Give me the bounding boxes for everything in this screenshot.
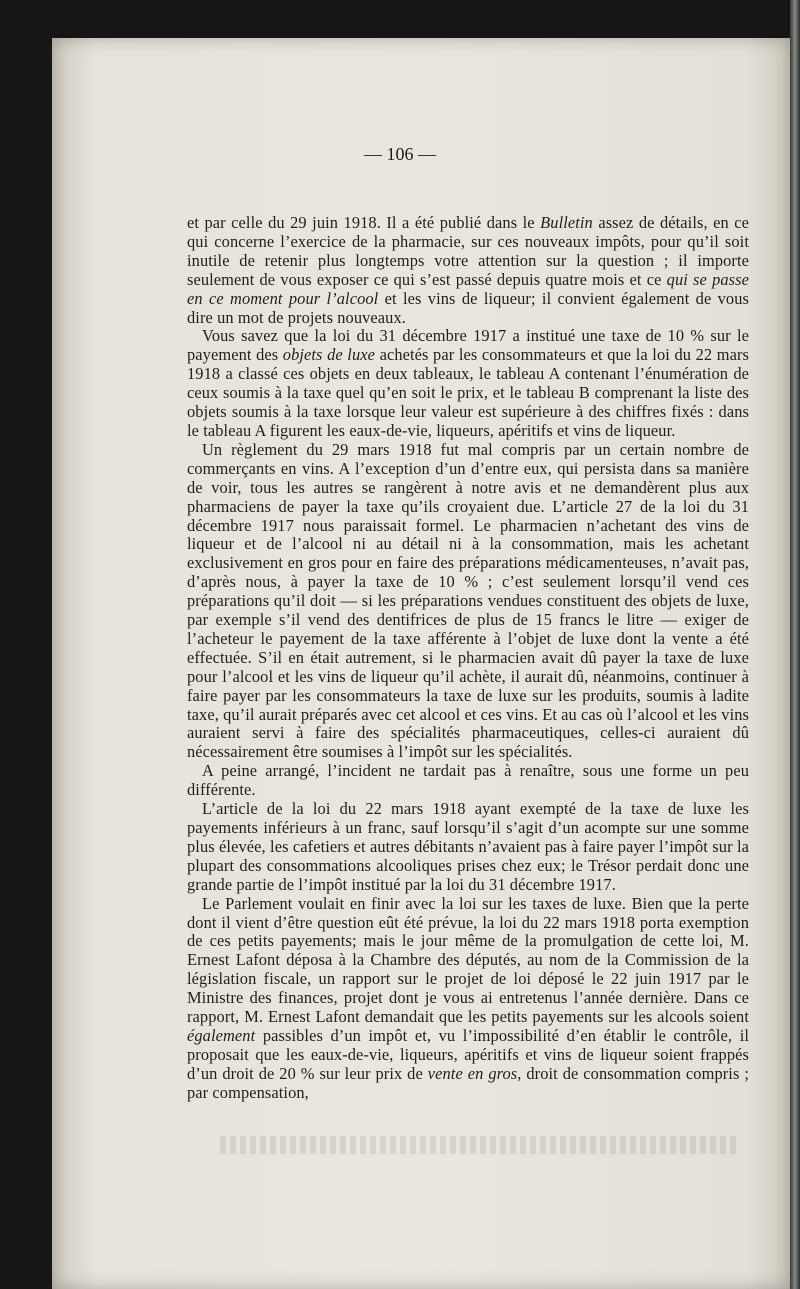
italic-text: également <box>187 1025 256 1045</box>
paragraph <box>187 441 749 762</box>
book-spine <box>790 0 800 1289</box>
text-run: A peine arrangé, l’incident ne tardait pas à renaître, sous une forme un peu différente. <box>187 761 749 800</box>
body-text <box>187 214 749 1103</box>
paragraph <box>187 800 749 895</box>
text-run: Un règlement du 29 mars 1918 fut mal compris par un certain nombre de commerçants en vins. A l’exception d’un d’entre eux, qui persista dans sa manière de voir, tous les autres se rangèrent à notre avis et ne demandèrent plus aux pharmaciens de payer la taxe qu’ils croyaient due. L’article 27 de la loi du 31 décembre 1917 nous paraissait formel. Le pharmacien n’achetant des vins de liqueur et de l’alcool ni au détail ni à la consommation, mais les achetant exclusivement en gros pour en faire des préparations médicamenteuses, n’avait pas, d’après nous, à payer la taxe de 10 % ; c’est seulement lorsqu’il vend ces préparations qu’il doit — si les préparations vendues constituent des objets de luxe, par exemple s’il vend des dentifrices de plus de 15 francs le litre — exiger de l’acheteur le payement de la taxe afférente à l’objet de luxe dont la vente a été effectuée. S’il en était autrement, si le pharmacien avait dû payer la taxe de luxe pour l’alcool et les vins de liqueur qu’il achète, il aurait dû, néanmoins, continuer à faire payer par les consommateurs la taxe de luxe sur les produits, soumis à ladite taxe, qu’il aurait préparés avec cet alcool et ces vins. Et au cas où l’alcool et les vins auraient servi à faire des spécialités pharmaceutiques, celles-ci auraient dû nécessairement être soumises à l’impôt sur les spécialités. <box>187 439 749 762</box>
text-run: , droit de consommation compris ; par compensation, <box>187 1063 749 1102</box>
paragraph <box>187 214 749 327</box>
text-run: et par celle du 29 juin 1918. Il a été publié dans le <box>187 213 541 232</box>
paragraph <box>187 327 749 440</box>
text-run: achetés par les consommateurs et que la loi du 22 mars 1918 a classé ces objets en deux tableaux, le tableau A contenant l’énumération de ceux soumis à la taxe quel qu’en soit le prix, et le tableau B comprenant la liste des objets soumis à la taxe lorsque leur valeur est supérieure à des chiffres fixés : dans le tableau A figurent les eaux-de-vie, liqueurs, apéritifs et vins de liqueur. <box>187 345 749 440</box>
text-run: assez de détails, en ce qui concerne l’exercice de la pharmacie, sur ces nouveaux impôts, pour qu’il soit inutile de retenir plus longtemps votre attention sur la question ; il importe seulement de vous exposer ce qui s’est passé depuis quatre mois et ce <box>187 213 750 289</box>
italic-text: vente en gros <box>427 1063 518 1083</box>
text-run: passibles d’un impôt et, vu l’impossibilité d’en établir le contrôle, il proposait que les eaux-de-vie, liqueurs, apéritifs et vins de liqueur soient frappés d’un droit de 20 % sur leur prix de <box>187 1025 749 1083</box>
text-run: et les vins de liqueur; il convient également de vous dire un mot de projets nouveaux. <box>187 288 750 327</box>
paragraph <box>187 762 749 800</box>
paragraph <box>187 895 749 1103</box>
text-run: Vous savez que la loi du 31 décembre 1917 a institué une taxe de 10 % sur le payement des <box>187 326 749 365</box>
italic-text: Bulletin <box>540 213 593 232</box>
show-through-text <box>220 1136 740 1154</box>
text-run: L’article de la loi du 22 mars 1918 ayant exempté de la taxe de luxe les payements inférieurs à un franc, sauf lorsqu’il s’agit d’un acompte sur une somme plus élevée, les cafetiers et autres débitants n’avaient pas à faire payer l’impôt sur la plupart des consommations alcooliques prises chez eux; le Trésor perdait donc une grande partie de l’impôt institué par la loi du 31 décembre 1917. <box>187 799 749 894</box>
text-run: Le Parlement voulait en finir avec la loi sur les taxes de luxe. Bien que la perte dont il vient d’être question eût été prévue, la loi du 22 mars 1918 porta exemption de ces petits payements; mais le jour même de la promulgation de cette loi, M. Ernest Lafont déposa à la Chambre des députés, au nom de la Commission de la législation fiscale, un rapport sur le projet de loi déposé le 22 juin 1917 par le Ministre des finances, projet dont je vous ai entretenus l’année dernière. Dans ce rapport, M. Ernest Lafont demandait que les petits payements sur les alcools soient <box>187 893 749 1027</box>
page-number: — 106 — <box>364 144 436 164</box>
italic-text: qui se passe en ce moment pour l’alcool <box>187 269 749 308</box>
italic-text: objets de luxe <box>282 345 376 365</box>
